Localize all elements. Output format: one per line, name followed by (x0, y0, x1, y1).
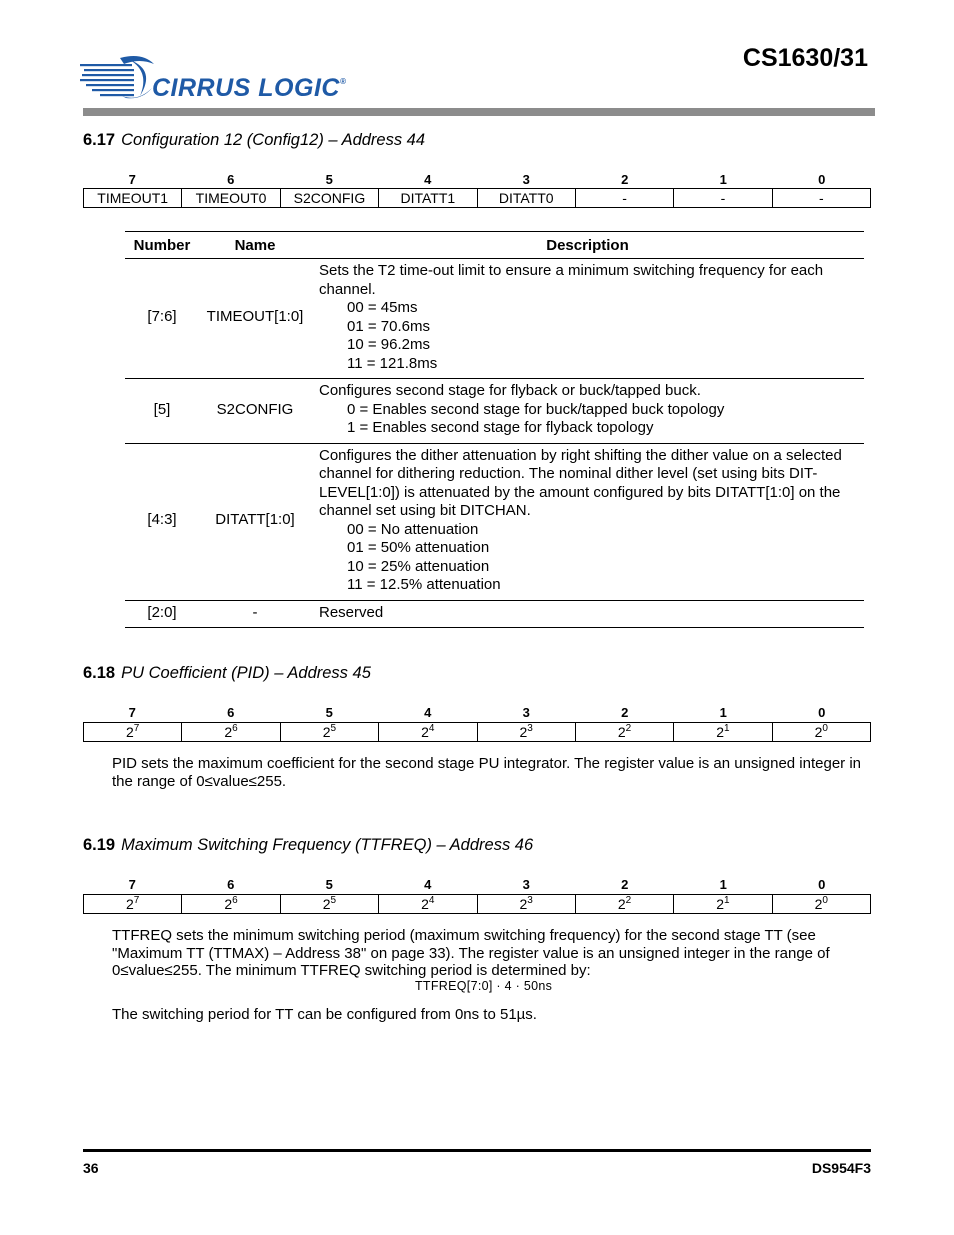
bit-number: 3 (522, 172, 530, 187)
field-description (311, 443, 864, 600)
bit-number: 2 (621, 877, 629, 892)
register-bit-table (83, 188, 871, 208)
bit-weight-cell (280, 895, 378, 914)
bit-number: 1 (719, 877, 727, 892)
option-line: 01 = 70.6ms (347, 317, 430, 335)
exponent: 7 (133, 895, 140, 906)
option-line: 00 = 45ms (347, 299, 418, 316)
document-id: DS954F3 (811, 1160, 871, 1176)
bit-number: 2 (621, 705, 629, 720)
option-line: 01 = 50% attenuation (347, 539, 490, 556)
bit-number: 5 (325, 705, 333, 720)
field-description: Reserved (311, 600, 864, 628)
base: 2 (421, 724, 429, 740)
table-row (125, 379, 864, 444)
bit-number: 4 (424, 877, 432, 892)
table-row (84, 723, 871, 742)
column-header: Description (311, 232, 864, 259)
column-header: Number (125, 232, 199, 259)
footer-rule (83, 1149, 871, 1152)
bit-weight-cell (674, 723, 772, 742)
bit-number-row (83, 172, 871, 188)
section-number: 6.19 (83, 836, 116, 854)
section-title-6-17 (83, 131, 425, 150)
bit-cell: - (575, 189, 673, 208)
bit-number-row (83, 705, 871, 721)
bit-weight-cell (379, 723, 477, 742)
registered-mark: ® (339, 77, 347, 86)
section-title-6-19 (83, 836, 533, 855)
table-row (125, 443, 864, 600)
description-table (125, 231, 864, 628)
section-number: 6.17 (83, 131, 116, 149)
bit-number: 1 (719, 705, 727, 720)
bit-weight-cell (84, 895, 182, 914)
option-line: 00 = No attenuation (347, 520, 479, 538)
bit-number: 6 (227, 705, 235, 720)
bit-number: 5 (325, 172, 333, 187)
option-line: 11 = 12.5% attenuation (347, 576, 501, 593)
field-name: TIMEOUT[1:0] (199, 259, 311, 379)
base: 2 (617, 724, 626, 740)
bit-number: 6 (227, 877, 235, 892)
base: 2 (716, 896, 725, 912)
section-heading: Maximum Switching Frequency (TTFREQ) – Address 46 (121, 836, 534, 854)
bit-number: 1 (719, 172, 727, 187)
bit-weight-cell (772, 723, 870, 742)
base: 2 (716, 724, 725, 740)
page-number: 36 (83, 1160, 99, 1176)
exponent: 0 (822, 895, 828, 906)
field-description (311, 259, 864, 379)
bit-weight-cell (477, 723, 575, 742)
exponent: 0 (822, 723, 828, 734)
paragraph: PID sets the maximum coefficient for the second stage PU integrator. The register value is an unsigned integer in the range of 0≤value≤255. (112, 755, 862, 790)
bit-range: [2:0] (125, 600, 199, 628)
bit-weight-cell (477, 895, 575, 914)
bit-number: 0 (818, 877, 826, 892)
bit-number: 5 (325, 877, 333, 892)
register-bit-table (83, 894, 871, 914)
base: 2 (814, 724, 823, 740)
exponent: 2 (625, 895, 632, 906)
base: 2 (814, 896, 823, 912)
exponent: 5 (330, 895, 337, 906)
section-heading: PU Coefficient (PID) – Address 45 (121, 664, 371, 682)
logo-text: CIRRUS LOGIC (152, 74, 340, 102)
paragraph: The switching period for TT can be configured from 0ns to 51µs. (112, 1006, 537, 1023)
base: 2 (224, 724, 233, 740)
exponent: 5 (330, 723, 337, 734)
bit-weight-cell (182, 723, 280, 742)
bit-range: [5] (125, 379, 199, 444)
exponent: 7 (133, 723, 140, 734)
description-text: Configures the dither attenuation by right shifting the dither value on a selected channel for dithering reduction. The nominal dither level (set using bits DIT-LEVEL[1:0]) is attenuated by the amount configured by bits DITATT[1:0] on the channel set using bit DITCHAN. (319, 446, 842, 519)
register-bit-table (83, 722, 871, 742)
bit-number: 3 (522, 705, 530, 720)
base: 2 (519, 896, 528, 912)
table-row (84, 895, 871, 914)
exponent: 1 (724, 895, 730, 906)
field-name: DITATT[1:0] (199, 443, 311, 600)
section-title-6-18 (83, 664, 371, 683)
bit-weight-cell (182, 895, 280, 914)
bit-cell: - (772, 189, 870, 208)
table-row (125, 259, 864, 379)
description-text: Sets the T2 time-out limit to ensure a minimum switching frequency for each channel. (319, 262, 824, 298)
paragraph: TTFREQ sets the minimum switching period (maximum switching frequency) for the second stage TT (see "Maximum TT (TTMAX) – Address 38" on page 33). The register value is an unsigned integer in the range of 0≤value≤255. The minimum TTFREQ switching period is determined by: (112, 927, 830, 979)
table-row (84, 189, 871, 208)
exponent: 3 (527, 723, 533, 734)
base: 2 (126, 896, 134, 912)
base: 2 (421, 896, 429, 912)
bit-cell: DITATT1 (379, 189, 477, 208)
option-line: 0 = Enables second stage for buck/tapped buck topology (347, 400, 725, 418)
base: 2 (322, 724, 331, 740)
bit-cell: DITATT0 (477, 189, 575, 208)
field-description (311, 379, 864, 444)
bit-number: 7 (128, 172, 136, 187)
bit-number: 3 (522, 877, 530, 892)
exponent: 6 (232, 723, 238, 734)
bit-weight-cell (280, 723, 378, 742)
bit-weight-cell (379, 895, 477, 914)
bit-range: [7:6] (125, 259, 199, 379)
bit-weight-cell (575, 723, 673, 742)
base: 2 (126, 724, 134, 740)
bit-number: 0 (818, 705, 826, 720)
bit-number: 4 (424, 172, 432, 187)
table-header-row (125, 232, 864, 259)
bit-number: 2 (621, 172, 629, 187)
exponent: 2 (625, 723, 632, 734)
base: 2 (224, 896, 233, 912)
cirrus-logic-logo (80, 50, 347, 105)
exponent: 3 (527, 895, 533, 906)
exponent: 4 (428, 723, 435, 734)
option-line: 1 = Enables second stage for flyback topology (347, 419, 654, 436)
option-line: 10 = 25% attenuation (347, 557, 490, 575)
header-bar (83, 108, 875, 116)
exponent: 6 (232, 895, 238, 906)
bit-cell: TIMEOUT1 (84, 189, 182, 208)
bit-weight-cell (84, 723, 182, 742)
section-number: 6.18 (83, 664, 116, 682)
bit-number: 4 (424, 705, 432, 720)
part-number: CS1630/31 (742, 44, 868, 72)
field-name: S2CONFIG (199, 379, 311, 444)
bit-number: 6 (227, 172, 235, 187)
bit-cell: TIMEOUT0 (182, 189, 280, 208)
bit-weight-cell (575, 895, 673, 914)
bit-range: [4:3] (125, 443, 199, 600)
bit-number-row (83, 877, 871, 893)
exponent: 1 (724, 723, 730, 734)
bit-number: 7 (128, 705, 136, 720)
formula: TTFREQ[7:0] · 4 · 50ns (415, 979, 553, 993)
option-line: 10 = 96.2ms (347, 336, 430, 353)
column-header: Name (199, 232, 311, 259)
table-row (125, 600, 864, 628)
bit-weight-cell (674, 895, 772, 914)
section-heading: Configuration 12 (Config12) – Address 44 (121, 131, 426, 149)
base: 2 (617, 896, 626, 912)
bit-number: 0 (818, 172, 826, 187)
exponent: 4 (428, 895, 435, 906)
description-text: Configures second stage for flyback or buck/tapped buck. (319, 382, 701, 399)
base: 2 (322, 896, 331, 912)
bit-weight-cell (772, 895, 870, 914)
bit-number: 7 (128, 877, 136, 892)
base: 2 (519, 724, 528, 740)
bit-cell: S2CONFIG (280, 189, 378, 208)
field-name: - (199, 600, 311, 628)
bit-cell: - (674, 189, 772, 208)
option-line: 11 = 121.8ms (347, 354, 438, 372)
